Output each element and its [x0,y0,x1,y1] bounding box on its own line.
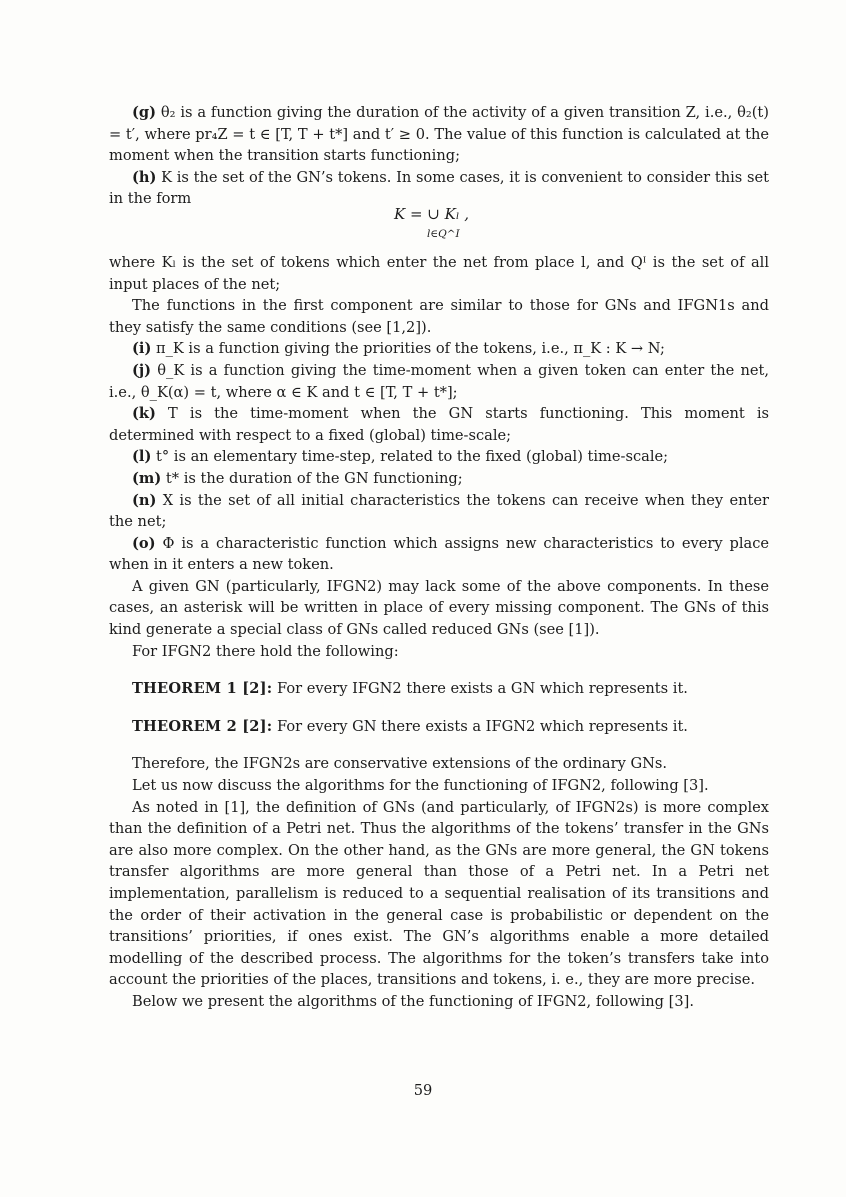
item-l [109,446,769,468]
item-text: X is the set of all initial characteristics the tokens can receive when they enter the net; [109,491,769,531]
item-g [109,102,769,167]
paragraph-discuss: Let us now discuss the algorithms for the functioning of IFGN2, following [3]. [132,777,709,795]
item-text: θ_K is a function giving the time-moment when a given token can enter the net, i.e., θ_K(α) = t, where α ∈ K and t ∈ [T, T + t*]; [109,361,769,401]
formula-main: K = ∪ Kₗ , [394,204,470,223]
paragraph-hold: For IFGN2 there hold the following: [132,642,399,660]
item-label: (h) [132,168,157,186]
item-i [109,338,769,360]
page-number: 59 [413,1082,433,1099]
item-label: (k) [132,405,156,423]
item-label: (j) [132,361,152,379]
item-label: (o) [132,534,156,552]
item-n [109,490,769,533]
paragraph-functions: The functions in the first component are similar to those for GNs and IFGN1s and they satisfy the same conditions (see [1,2]). [109,297,769,336]
item-text: Φ is a characteristic function which assigns new characteristics to every place when in it enters a new token. [109,534,770,574]
theorem-text: For every IFGN2 there exists a GN which represents it. [277,680,688,698]
page-body [109,102,769,1013]
theorem-label: THEOREM 1 [2]: [132,680,273,698]
item-m [109,468,769,490]
item-text: θ₂ is a function giving the duration of the activity of a given transition Z, i.e., θ₂(t) = t′, where pr₄Z = t ∈ [T, T + t*] and t′ ≥ 0. The value of this function is calculated at the moment when the transition starts functioning; [109,104,769,165]
formula-subscript: l∈Q^I [427,227,460,240]
item-text: K is the set of the GN’s tokens. In some cases, it is convenient to consider this set in the form [109,168,769,208]
theorem-label: THEOREM 2 [2]: [132,717,273,735]
theorem-text: For every GN there exists a IFGN2 which represents it. [277,717,688,735]
paragraph-noted: As noted in [1], the definition of GNs (and particularly, of IFGN2s) is more complex than the definition of a Petri net. Thus the algorithms of the tokens’ transfer in the GNs are also more complex. On the other hand, as the GNs are more general, the GN tokens transfer algorithms are more general than those of a Petri net. In a Petri net implementation, parallelism is reduced to a sequential realisation of its transitions and the order of their activation in the general case is probabilistic or dependent on the transitions’ priorities, if ones exist. The GN’s algorithms enable a more detailed modelling of the described process. The algorithms for the token’s transfers take into account the priorities of the places, transitions and tokens, i. e., they are more precise. [109,798,769,989]
item-k [109,403,769,446]
paragraph-therefore: Therefore, the IFGN2s are conservative extensions of the ordinary GNs. [132,755,668,773]
item-label: (m) [132,469,162,487]
item-label: (g) [132,104,157,121]
display-formula [109,204,769,252]
item-text: t° is an elementary time-step, related to the fixed (global) time-scale; [156,448,669,466]
item-text: π_K is a function giving the priorities of the tokens, i.e., π_K : K → N; [156,340,665,358]
item-label: (i) [132,340,152,358]
paragraph-below: Below we present the algorithms of the functioning of IFGN2, following [3]. [132,992,694,1010]
theorem-1 [132,678,769,700]
theorem-2 [132,716,769,738]
item-text: T is the time-moment when the GN starts functioning. This moment is determined with respect to a fixed (global) time-scale; [109,405,769,444]
paragraph-reduced: A given GN (particularly, IFGN2) may lack some of the above components. In these cases, an asterisk will be written in place of every missing component. The GNs of this kind generate a special class of GNs called reduced GNs (see [1]). [109,577,769,639]
item-o [109,533,769,576]
item-text: t* is the duration of the GN functioning; [165,469,463,487]
paragraph-where: where Kₗ is the set of tokens which enter the net from place l, and Qᴵ is the set of all input places of the net; [109,253,769,293]
item-label: (l) [132,448,152,466]
item-j [109,360,769,403]
item-label: (n) [132,491,157,509]
